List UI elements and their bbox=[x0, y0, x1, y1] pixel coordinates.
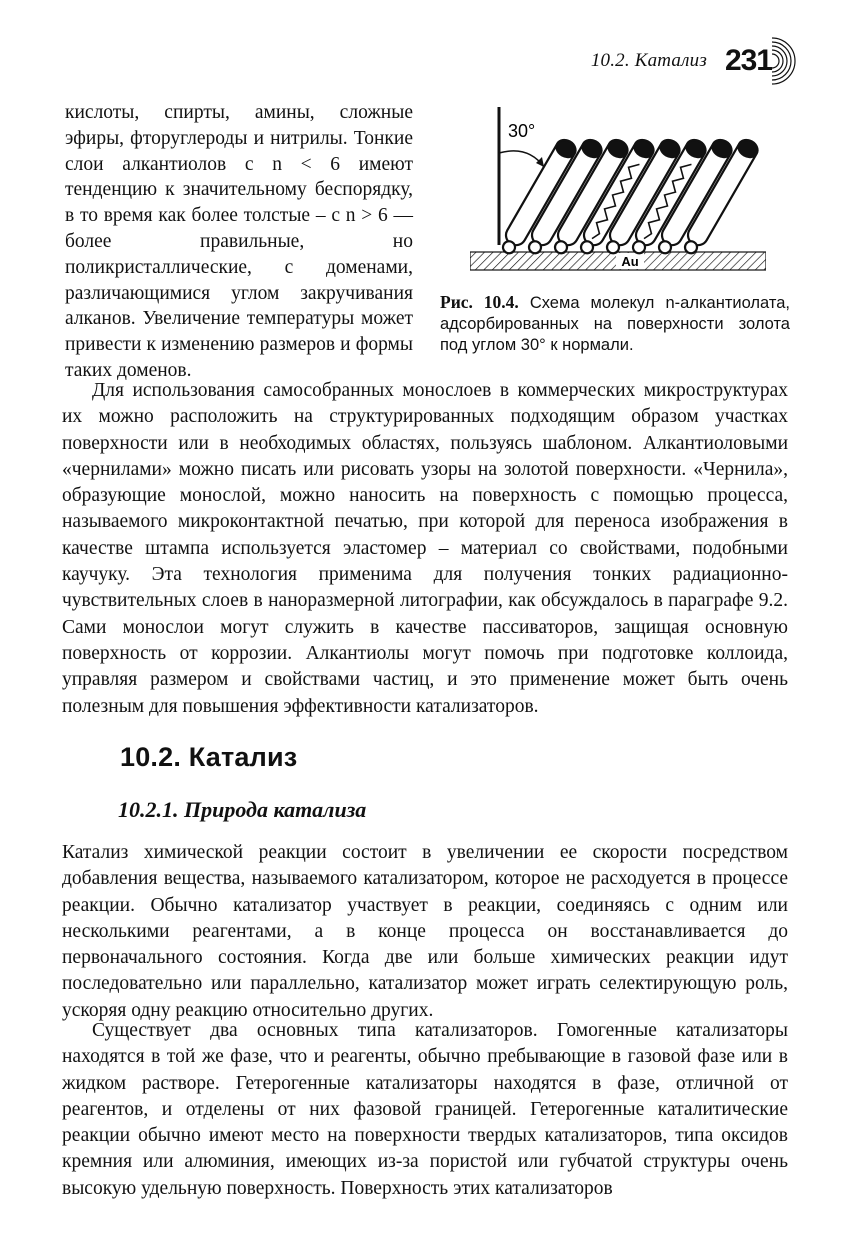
body-paragraph-3 bbox=[62, 1018, 788, 1202]
molecule-chains bbox=[497, 137, 760, 258]
paragraph-text: Для использования самособранных монослоев в коммерческих микроструктурах их можно расположить на структурированных подходящим образом участках поверхности или в необходимых областях, пользуясь шаблоном. Алкантиоловыми «чернилами» можно писать или рисовать узоры на золотой поверхности. «Чернила», образующие монослой, можно наносить на поверхность с помощью процесса, называемого микроконтактной печатью, при которой для переноса изображения в качестве штампа используется эластомер – материал со свойствами, подобными каучуку. Эта технология применима для получения тонких радиационно-чувствительных слоев в наноразмерной литографии, как обсуждалось в параграфе 9.2. Сами монослои могут служить в качестве пассиваторов, защищая основную поверхность от коррозии. Алкантиолы могут помочь при подготовке коллоида, управляя размером и свойствами частиц, и это применение может быть очень полезным для повышения эффективности катализаторов. bbox=[62, 380, 788, 717]
paragraph-text: Катализ химической реакции состоит в увеличении ее скорости посредством добавления вещества, называемого катализатором, которое не расходуется в процессе реакции. Обычно катализатор участвует в реакции, соединяясь с одним или несколькими реагентами, а в конце процесса он восстанавливается до первоначального состояния. Когда две или больше химических реакции идут последовательно или параллельно, катализатор может играть селектирующую роль, ускоряя одну реакцию относительно других. bbox=[62, 842, 788, 1021]
corner-arcs-icon bbox=[770, 36, 796, 86]
page-number: 231 bbox=[724, 44, 772, 77]
angle-label: 30° bbox=[508, 121, 536, 141]
angle-arc bbox=[499, 151, 544, 167]
page-header bbox=[591, 36, 796, 86]
caption-text: Схема молекул n-алкантиолата, адсорбированных на поверхности золота под углом 30° к нормали. bbox=[440, 294, 790, 354]
angle-arrowhead bbox=[536, 157, 544, 167]
section-heading: 10.2. Катализ bbox=[120, 742, 298, 772]
surface-label: Au bbox=[621, 254, 639, 269]
caption-label: Рис. 10.4. bbox=[440, 292, 519, 312]
subsection-heading: 10.2.1. Природа катализа bbox=[118, 797, 367, 822]
alkanethiolate-diagram bbox=[470, 105, 766, 275]
figure-caption bbox=[440, 292, 790, 356]
body-paragraph-2 bbox=[62, 840, 788, 1024]
left-column bbox=[65, 100, 413, 384]
paragraph-text: Существует два основных типа катализаторов. Гомогенные катализаторы находятся в той же фазе, что и реагенты, обычно пребывающие в газовой фазе или в жидком растворе. Гетерогенные катализаторы находятся в фазе, отличной от реагентов, и отделены от них фазовой границей. Гетерогенные каталитические реакции обычно имеют место на поверхности твердых катализаторов, типа оксидов кремния или алюминия, имеющих из-за пористой или губчатой структуры очень высокую удельную поверхность. Поверхность этих катализаторов bbox=[62, 1020, 788, 1199]
body-paragraph-1 bbox=[62, 378, 788, 720]
left-column-text: кислоты, спирты, амины, сложные эфиры, фторуглероды и нитрилы. Тонкие слои алкантиолов с n < 6 имеют тенденцию к значительному беспорядку, в то время как более толстые – с n > 6 — более правильные, но поликристаллические, с доменами, различающимися углом закручивания алканов. Увеличение температуры может привести к изменению размеров и формы таких доменов. bbox=[65, 102, 413, 381]
running-head: 10.2. Катализ bbox=[590, 50, 707, 71]
